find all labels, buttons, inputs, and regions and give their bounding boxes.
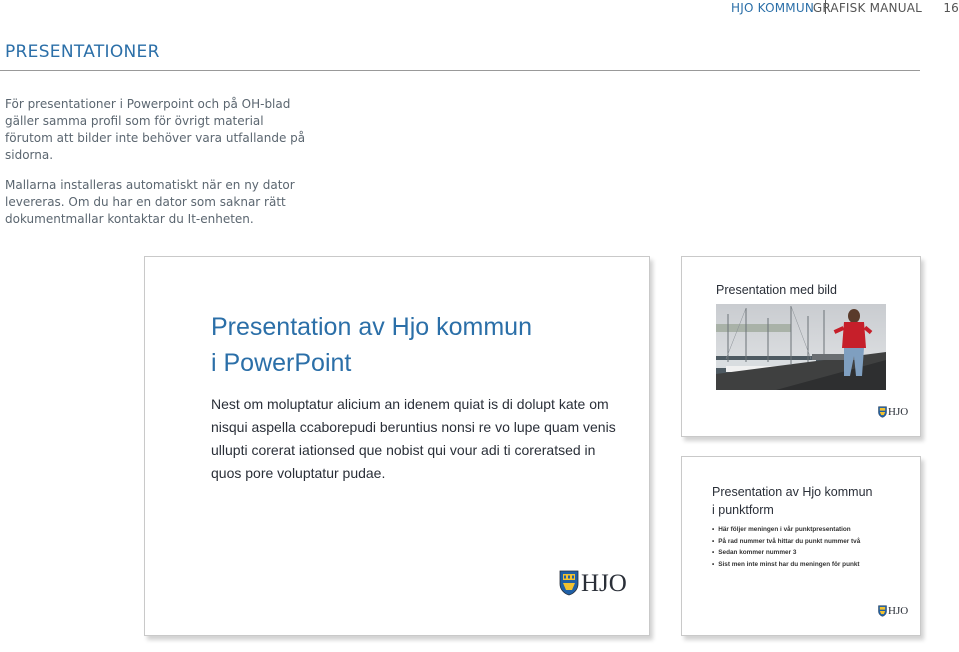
slide-image-title: Presentation med bild (716, 283, 837, 297)
slide-main-example (144, 256, 650, 636)
slide-main-body: Nest om moluptatur alicium an idenem quiat is di dolupt kate om nisqui aspella ccaborepudi beruntius nonsi re vo lupe quam venis ullupti corerat iationsed que nobist qui vour adi ti coreratsed in quos pore voluptatur pudae. (211, 396, 616, 481)
slide-image-example (681, 256, 921, 437)
intro-paragraph: Mallarna installeras automatiskt när en ny dator levereras. Om du har en dator som saknar rätt dokumentmallar kontaktar du It-enheten. (5, 178, 295, 226)
list-item: • På rad nummer två hittar du punkt nummer två (712, 536, 860, 548)
slide-bullets-title: Presentation av Hjo kommun i punktform (712, 485, 873, 517)
hjo-logo (559, 570, 627, 596)
slide-bullets-example (681, 456, 921, 636)
list-item: • Sist men inte minst har du meningen för punkt (712, 559, 860, 571)
hjo-shield-icon (878, 605, 887, 617)
header-brand: HJO KOMMUN (731, 1, 814, 15)
harbor-photo (716, 304, 886, 390)
section-divider (0, 70, 920, 71)
slide-main-title: Presentation av Hjo kommun i PowerPoint (211, 313, 532, 377)
intro-text (5, 96, 315, 241)
hjo-logo (878, 406, 908, 418)
hjo-logo (878, 605, 908, 617)
list-item: • Här följer meningen i vår punktpresentation (712, 524, 860, 536)
hjo-shield-icon (878, 406, 887, 418)
hjo-shield-icon (559, 570, 579, 596)
hjo-logo-text: HJO (888, 604, 909, 617)
header-manual-title: GRAFISK MANUAL (812, 1, 922, 15)
list-item: • Sedan kommer nummer 3 (712, 547, 860, 559)
hjo-logo-text: HJO (888, 405, 909, 418)
intro-paragraph: För presentationer i Powerpoint och på OH-blad gäller samma profil som för övrigt material förutom att bilder inte behöver vara utfallande på sidorna. (5, 97, 306, 162)
section-title: PRESENTATIONER (5, 42, 160, 62)
page-number: 16 (943, 1, 959, 15)
hjo-logo-text: HJO (581, 569, 627, 597)
bullet-list (712, 524, 860, 570)
